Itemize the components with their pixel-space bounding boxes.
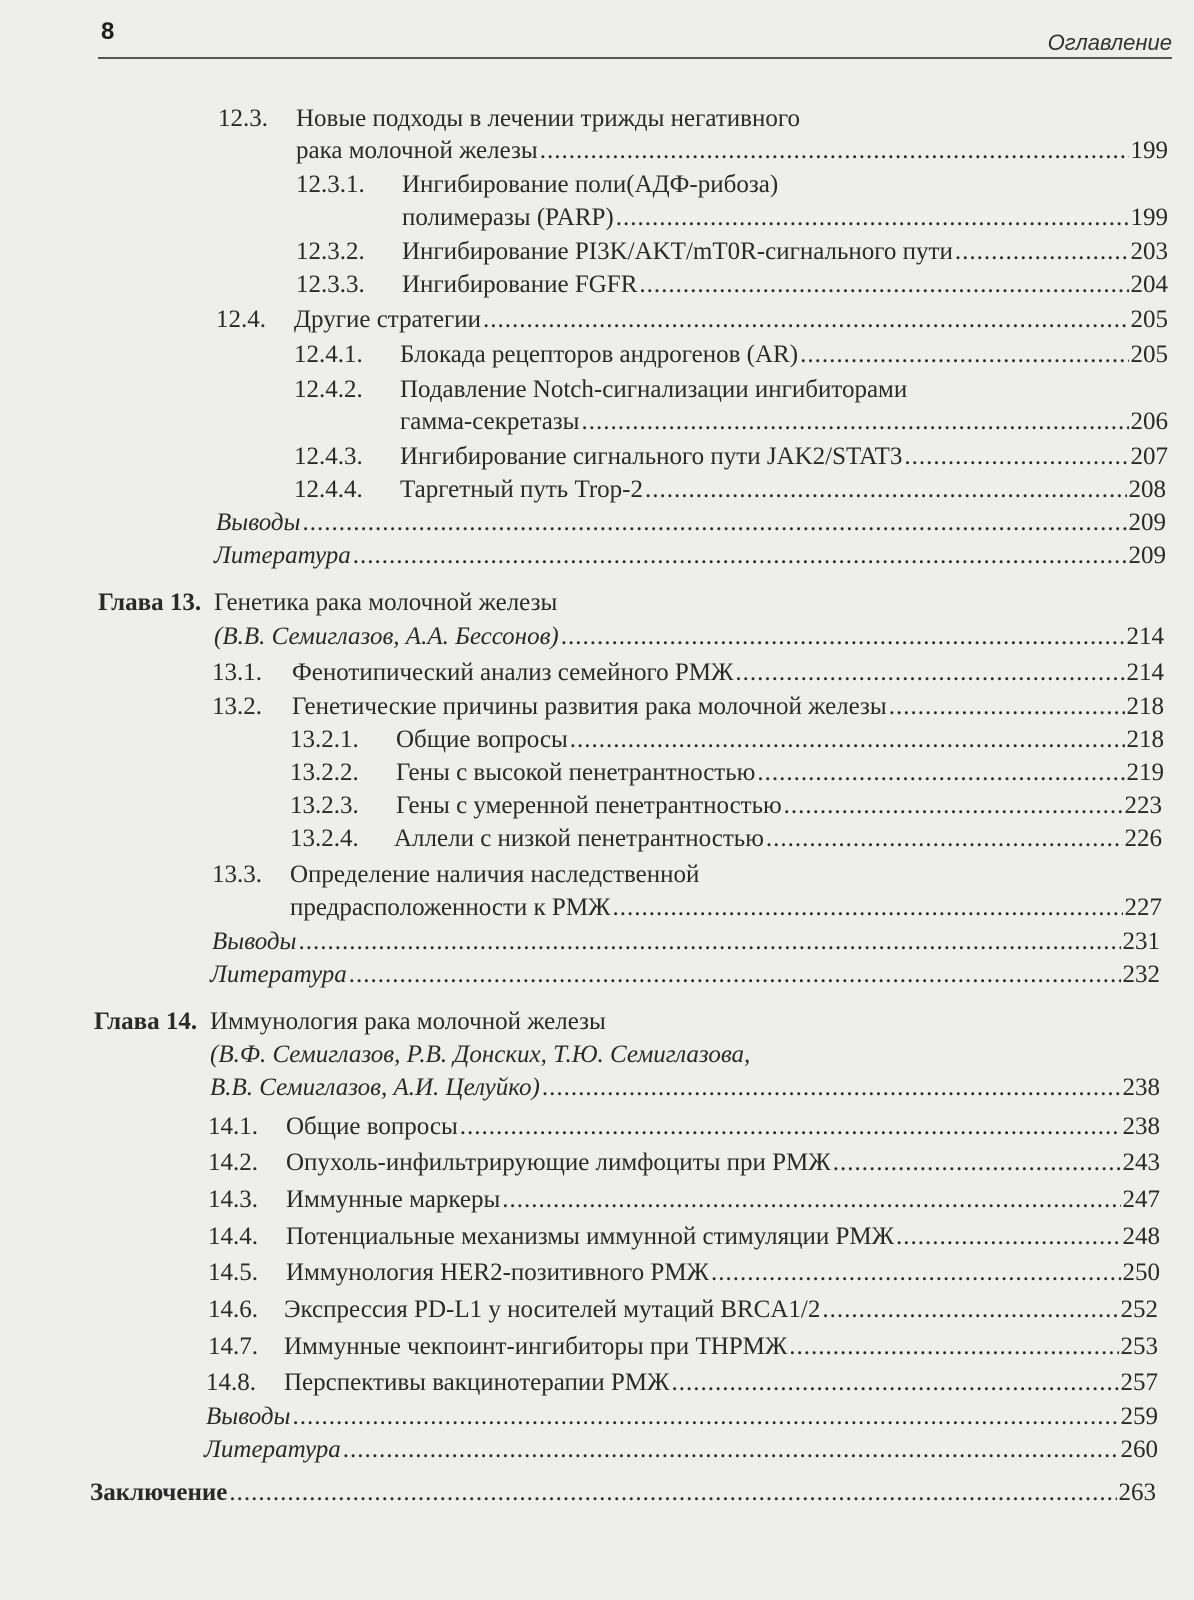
- toc-entry-title: Гены с умеренной пенетрантностью: [396, 792, 782, 819]
- dot-leader: [711, 1258, 1121, 1288]
- toc-entry-title: Фенотипический анализ семейного РМЖ: [292, 659, 734, 686]
- toc-entry-title: Иммунные маркеры: [286, 1186, 501, 1213]
- toc-entry-number: 12.4.3.: [294, 443, 363, 470]
- toc-entry-title: Выводы: [212, 928, 297, 955]
- toc-page-number: 199: [1130, 204, 1168, 231]
- toc-entry-title: Выводы: [206, 1403, 291, 1430]
- toc-entry-number: 12.4.4.: [294, 476, 363, 503]
- toc-page-number: 253: [1120, 1333, 1158, 1360]
- toc-entry-number: 12.4.1.: [294, 341, 363, 368]
- toc-entry-title: рака молочной железы: [296, 137, 538, 164]
- toc-page-number: 208: [1128, 476, 1166, 503]
- dot-leader: [757, 758, 1124, 788]
- toc-entry-line[interactable]: [400, 407, 1168, 437]
- toc-entry-line[interactable]: [294, 475, 1166, 505]
- toc-page-number: 205: [1130, 306, 1168, 333]
- toc-page-number: 203: [1130, 238, 1168, 265]
- toc-entry-number: 14.4.: [208, 1223, 258, 1250]
- toc-entry-number: 14.6.: [208, 1296, 258, 1323]
- toc-page-number: 226: [1124, 825, 1162, 852]
- toc-page-number: 250: [1122, 1259, 1160, 1286]
- toc-entry-line[interactable]: [216, 305, 1168, 335]
- toc-entry-title: Литература: [210, 961, 347, 988]
- toc-entry-title: Ингибирование FGFR: [402, 271, 638, 298]
- toc-page-number: 219: [1126, 759, 1164, 786]
- toc-entry-line[interactable]: [208, 1332, 1158, 1362]
- toc-entry-line[interactable]: [208, 1112, 1160, 1142]
- toc-entry-line[interactable]: [218, 104, 800, 134]
- dot-leader: [904, 442, 1128, 472]
- toc-entry-number: 12.3.1.: [296, 171, 365, 198]
- toc-entry-line[interactable]: [290, 758, 1164, 788]
- toc-entry-title: полимеразы (PARP): [402, 204, 614, 231]
- toc-entry-line[interactable]: [296, 136, 1168, 166]
- toc-entry-title: Экспрессия PD-L1 у носителей мутаций BRCA1/2: [284, 1296, 821, 1323]
- dot-leader: [460, 1112, 1121, 1142]
- toc-entry-title: Иммунные чекпоинт-ингибиторы при ТНРМЖ: [284, 1333, 788, 1360]
- toc-entry-line[interactable]: [204, 1435, 1158, 1465]
- toc-page-number: 199: [1130, 137, 1168, 164]
- toc-entry-title: Перспективы вакцинотерапии РМЖ: [284, 1369, 670, 1396]
- toc-entry-title: Потенциальные механизмы иммунной стимуляции РМЖ: [286, 1223, 895, 1250]
- toc-entry-line[interactable]: [402, 203, 1168, 233]
- toc-entry-title: Ингибирование сигнального пути JAK2/STAT3: [400, 443, 903, 470]
- toc-page-number: 205: [1130, 341, 1168, 368]
- toc-entry-line[interactable]: [212, 927, 1160, 957]
- dot-leader: [822, 1295, 1118, 1325]
- dot-leader: [292, 1402, 1118, 1432]
- toc-entry-line[interactable]: [294, 375, 907, 405]
- dot-leader: [735, 658, 1124, 688]
- toc-page-number: 227: [1124, 894, 1162, 921]
- toc-page-number: 207: [1130, 443, 1168, 470]
- toc-page-number: 223: [1124, 792, 1162, 819]
- dot-leader: [229, 1478, 1116, 1508]
- dot-leader: [896, 1222, 1120, 1252]
- toc-entry-number: 14.3.: [208, 1186, 258, 1213]
- dot-leader: [612, 893, 1122, 923]
- toc-entry-number: 12.3.2.: [296, 238, 365, 265]
- toc-page-number: 232: [1122, 961, 1160, 988]
- toc-page-number: 238: [1122, 1113, 1160, 1140]
- toc-entry-number: Глава 13.: [98, 589, 202, 616]
- toc-entry-line[interactable]: [94, 1007, 606, 1037]
- toc-page-number: 231: [1122, 928, 1160, 955]
- toc-entry-number: 13.2.1.: [290, 726, 359, 753]
- toc-entry-line[interactable]: [212, 692, 1164, 722]
- toc-entry-number: Глава 14.: [94, 1008, 198, 1035]
- dot-leader: [833, 1148, 1121, 1178]
- toc-entry-title: Аллели с низкой пенетрантностью: [394, 825, 764, 852]
- dot-leader: [542, 1073, 1121, 1103]
- toc-entry-line[interactable]: [290, 893, 1162, 923]
- toc-entry-line[interactable]: [294, 340, 1168, 370]
- toc-entry-number: 13.2.: [212, 693, 262, 720]
- toc-entry-title: Определение наличия наследственной: [290, 861, 700, 888]
- toc-entry-line[interactable]: [208, 1148, 1160, 1178]
- toc-entry-title: Подавление Notch-сигнализации ингибиторами: [400, 376, 908, 403]
- toc-entry-line[interactable]: [296, 237, 1168, 267]
- toc-entry-line[interactable]: [208, 1185, 1160, 1215]
- toc-entry-title: Иммунология HER2-позитивного РМЖ: [286, 1259, 709, 1286]
- toc-entry-title: В.В. Семиглазов, А.И. Целуйко): [210, 1074, 540, 1101]
- dot-leader: [639, 270, 1128, 300]
- toc-entry-title: (В.Ф. Семиглазов, Р.В. Донских, Т.Ю. Семиглазова,: [210, 1041, 751, 1068]
- toc-entry-number: 12.3.3.: [296, 271, 365, 298]
- toc-entry-title: Гены с высокой пенетрантностью: [396, 759, 756, 786]
- toc-page-number: 214: [1126, 623, 1164, 650]
- toc-entry-number: 14.7.: [208, 1333, 258, 1360]
- toc-page-number: 209: [1128, 542, 1166, 569]
- toc-page-number: 263: [1118, 1479, 1156, 1506]
- toc-page-number: 214: [1126, 659, 1164, 686]
- toc-entry-title: Генетика рака молочной железы: [214, 589, 558, 616]
- toc-entry-line[interactable]: [206, 1402, 1158, 1432]
- toc-entry-title: предрасположенности к РМЖ: [290, 894, 611, 921]
- dot-leader: [616, 203, 1129, 233]
- dot-leader: [784, 791, 1123, 821]
- dot-leader: [540, 136, 1129, 166]
- toc-entry-title: Опухоль-инфильтрирующие лимфоциты при РМЖ: [286, 1149, 831, 1176]
- toc-entry-line[interactable]: [90, 1478, 1156, 1508]
- toc-entry-line[interactable]: [290, 791, 1162, 821]
- toc-entry-line[interactable]: [214, 622, 1164, 652]
- dot-leader: [955, 237, 1129, 267]
- dot-leader: [570, 725, 1125, 755]
- toc-entry-line[interactable]: [98, 588, 557, 618]
- toc-entry-title: Ингибирование PI3K/AKT/mT0R-сигнального пути: [402, 238, 953, 265]
- dot-leader: [561, 622, 1125, 652]
- toc-page-number: 204: [1130, 271, 1168, 298]
- toc-entry-title: Таргетный путь Trop-2: [400, 476, 643, 503]
- toc-entry-title: (В.В. Семиглазов, А.А. Бессонов): [214, 623, 559, 650]
- toc-entry-number: 14.5.: [208, 1259, 258, 1286]
- toc-entry-number: 13.1.: [212, 659, 262, 686]
- toc-page-number: 257: [1120, 1369, 1158, 1396]
- dot-leader: [353, 541, 1127, 571]
- toc-entry-number: 14.1.: [208, 1113, 258, 1140]
- toc-entry-number: 13.2.2.: [290, 759, 359, 786]
- dot-leader: [800, 340, 1128, 370]
- toc-entry-number: 13.2.4.: [290, 825, 359, 852]
- dot-leader: [645, 475, 1127, 505]
- toc-entry-number: 13.2.3.: [290, 792, 359, 819]
- toc-page-number: 218: [1126, 693, 1164, 720]
- toc-entry-line[interactable]: [206, 1368, 1158, 1398]
- dot-leader: [349, 960, 1121, 990]
- toc-entry-line[interactable]: [210, 960, 1160, 990]
- toc-entry-title: Общие вопросы: [286, 1113, 458, 1140]
- toc-page-number: 259: [1120, 1403, 1158, 1430]
- toc-entry-line[interactable]: [208, 1295, 1158, 1325]
- dot-leader: [789, 1332, 1118, 1362]
- toc-entry-number: 12.3.: [218, 105, 268, 132]
- toc-page-number: 260: [1120, 1436, 1158, 1463]
- toc-page-number: 248: [1122, 1223, 1160, 1250]
- toc-entry-title: Новые подходы в лечении трижды негативного: [296, 105, 800, 132]
- page-number: 8: [101, 18, 115, 45]
- toc-entry-line[interactable]: [296, 170, 778, 200]
- dot-leader: [302, 508, 1126, 538]
- toc-entry-line[interactable]: [294, 442, 1168, 472]
- toc-entry-title: Генетические причины развития рака молочной железы: [292, 693, 887, 720]
- toc-entry-title: Иммунология рака молочной железы: [210, 1008, 606, 1035]
- dot-leader: [889, 692, 1125, 722]
- toc-page-number: 206: [1130, 408, 1168, 435]
- toc-page-number: 238: [1122, 1074, 1160, 1101]
- toc-entry-line[interactable]: [216, 508, 1166, 538]
- toc-entry-line[interactable]: [208, 1222, 1160, 1252]
- dot-leader: [502, 1185, 1120, 1215]
- toc-entry-title: Общие вопросы: [396, 726, 568, 753]
- toc-page-number: 252: [1120, 1296, 1158, 1323]
- toc-entry-line[interactable]: [290, 824, 1162, 854]
- running-header-title: Оглавление: [1047, 30, 1172, 55]
- toc-entry-line[interactable]: [208, 1258, 1160, 1288]
- toc-entry-line[interactable]: [210, 1073, 1160, 1103]
- toc-page-number: 218: [1126, 726, 1164, 753]
- header-divider: [98, 57, 1172, 59]
- toc-page-number: 209: [1128, 509, 1166, 536]
- dot-leader: [581, 407, 1128, 437]
- dot-leader: [343, 1435, 1119, 1465]
- toc-entry-title: Выводы: [216, 509, 301, 536]
- toc-entry-line[interactable]: [212, 860, 699, 890]
- toc-entry-line[interactable]: [290, 725, 1164, 755]
- toc-entry-line[interactable]: [214, 541, 1166, 571]
- dot-leader: [298, 927, 1120, 957]
- toc-entry-title: Ингибирование поли(АДФ-рибоза): [402, 171, 779, 198]
- toc-entry-number: 13.3.: [212, 861, 262, 888]
- toc-entry-number: 14.2.: [208, 1149, 258, 1176]
- toc-entry-line[interactable]: [296, 270, 1168, 300]
- dot-leader: [483, 305, 1128, 335]
- dot-leader: [671, 1368, 1118, 1398]
- toc-entry-number: 12.4.: [216, 306, 266, 333]
- toc-entry-title: гамма-секретазы: [400, 408, 580, 435]
- dot-leader: [766, 824, 1123, 854]
- toc-entry-title: Литература: [214, 542, 351, 569]
- toc-page-number: 247: [1122, 1186, 1160, 1213]
- toc-entry-line[interactable]: [212, 658, 1164, 688]
- toc-entry-title: Другие стратегии: [294, 306, 482, 333]
- toc-entry-line[interactable]: [210, 1040, 750, 1070]
- toc-entry-number: 12.4.2.: [294, 376, 363, 403]
- toc-entry-title: Блокада рецепторов андрогенов (AR): [400, 341, 799, 368]
- toc-entry-title: Заключение: [90, 1479, 228, 1506]
- toc-page-number: 243: [1122, 1149, 1160, 1176]
- toc-entry-title: Литература: [204, 1436, 341, 1463]
- toc-entry-number: 14.8.: [206, 1369, 256, 1396]
